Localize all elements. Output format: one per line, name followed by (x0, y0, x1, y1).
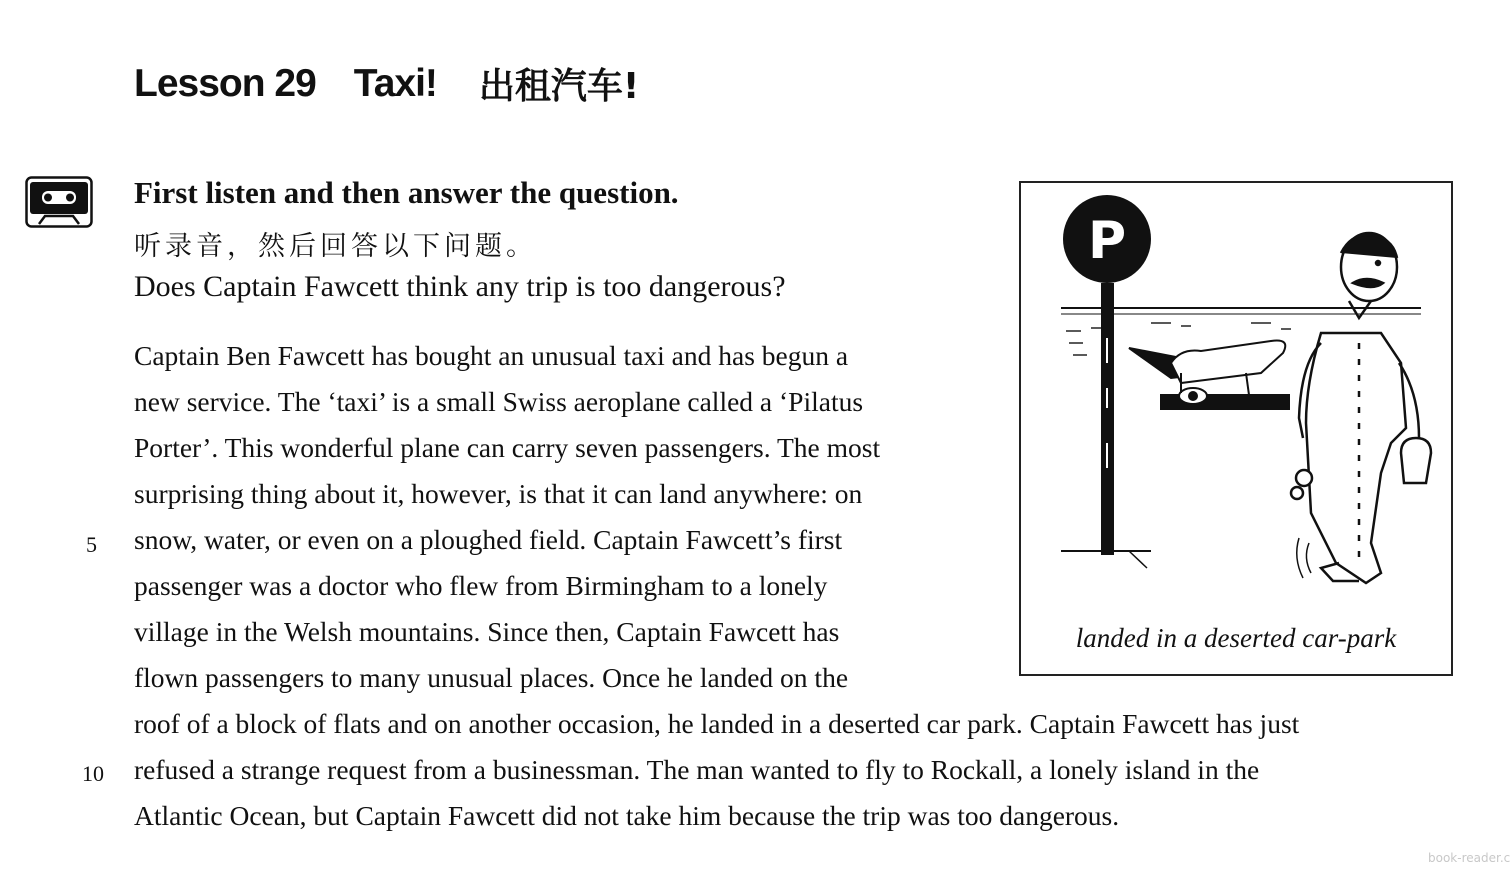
line-number-10: 10 (82, 761, 104, 786)
parking-sign (1063, 195, 1151, 555)
pilot-figure (1291, 233, 1431, 583)
passage-line-10: refused a strange request from a businessman. The man wanted to fly to Rockall, a lonely island in the (134, 754, 1260, 785)
passage-line-6: passenger was a doctor who flew from Birmingham to a lonely (134, 570, 828, 601)
passage-line-2: new service. The ‘taxi’ is a small Swiss aeroplane called a ‘Pilatus (134, 386, 864, 417)
passage-line-5: snow, water, or even on a ploughed field. Captain Fawcett’s first (134, 524, 843, 555)
passage-line-1: Captain Ben Fawcett has bought an unusual taxi and has begun a (134, 340, 849, 371)
lesson-title-chinese: 出租汽车! (478, 66, 640, 107)
passage-line-9: roof of a block of flats and on another occasion, he landed in a deserted car park. Captain Fawcett has just (134, 708, 1300, 739)
illustration-frame (1019, 181, 1453, 676)
lesson-title (134, 58, 639, 108)
passage-line-3: Porter’. This wonderful plane can carry seven passengers. The most (134, 432, 881, 463)
sign-letter: P (1087, 211, 1127, 271)
car-park-illustration (1021, 183, 1451, 674)
aeroplane-drawing (1129, 341, 1289, 410)
line-number-5: 5 (86, 532, 97, 557)
instruction-chinese: 听录音，然后回答以下问题。 (134, 231, 537, 262)
cassette-tape-icon[interactable] (25, 176, 93, 228)
instruction-english: First listen and then answer the question. (134, 175, 679, 210)
question-text: Does Captain Fawcett think any trip is too dangerous? (134, 270, 786, 303)
passage-line-8: flown passengers to many unusual places. Once he landed on the (134, 662, 849, 693)
lesson-title-english: Taxi! (353, 61, 437, 105)
illustration-caption: landed in a deserted car-park (1075, 623, 1397, 653)
lesson-number: Lesson 29 (134, 61, 316, 105)
passage-line-7: village in the Welsh mountains. Since then, Captain Fawcett has (134, 616, 840, 647)
watermark: book-reader.c (1428, 851, 1511, 865)
passage-line-4: surprising thing about it, however, is that it can land anywhere: on (134, 478, 863, 509)
passage-line-11: Atlantic Ocean, but Captain Fawcett did not take him because the trip was too dangerous. (134, 800, 1120, 831)
